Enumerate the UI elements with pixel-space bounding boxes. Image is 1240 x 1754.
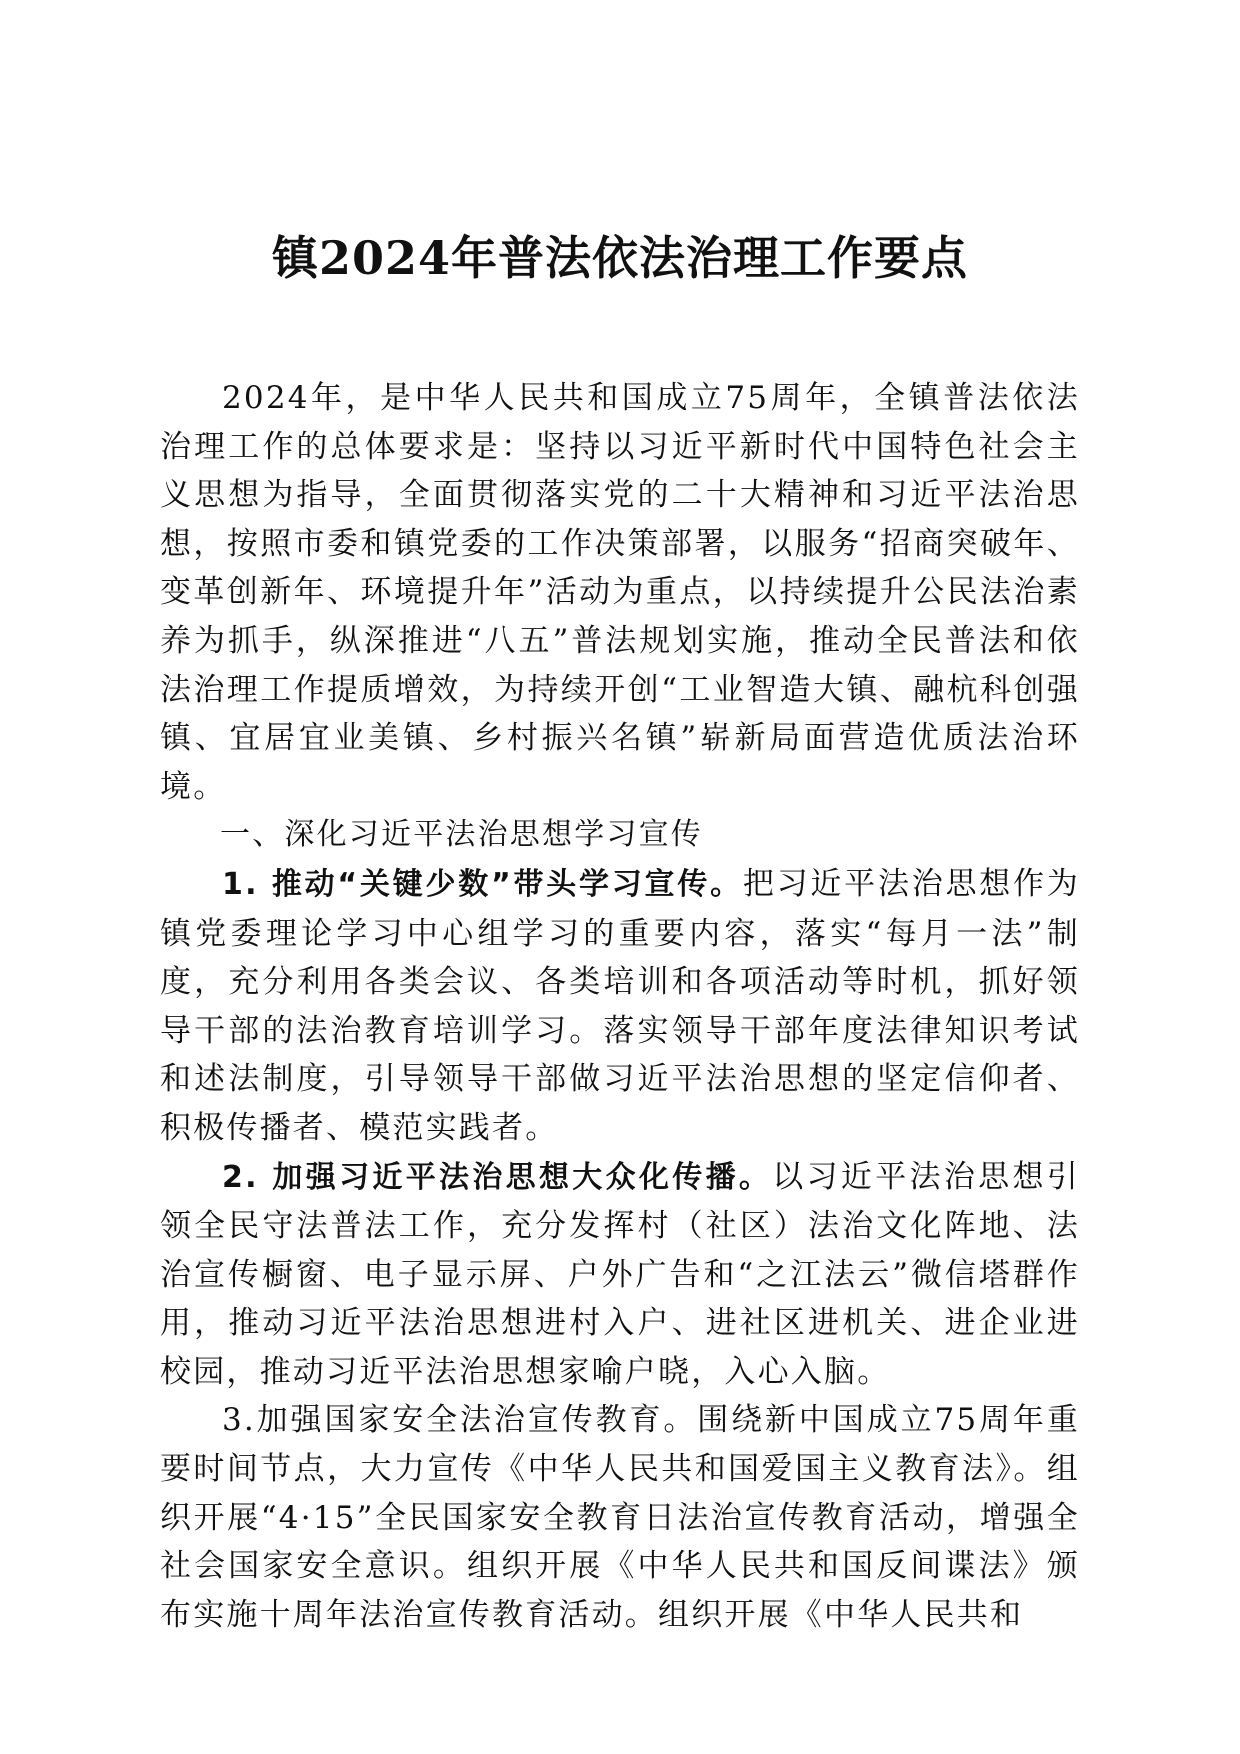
document-title: 镇2024年普法依法治理工作要点 <box>271 231 969 285</box>
item-2-lead: 2. 加强习近平法治思想大众化传播。 <box>222 1159 773 1195</box>
intro-paragraph: 2024年，是中华人民共和国成立75周年，全镇普法依法治理工作的总体要求是：坚持以习近平新时代中国特色社会主义思想为指导，全面贯彻落实党的二十大精神和习近平法治思想，按照市委和镇党委的工作决策部署，以服务“招商突破年、变革创新年、环境提升年”活动为重点，以持续提升公民法治素养为抓手，纵深推进“八五”普法规划实施，推动全民普法和依法治理工作提质增效，为持续开创“工业智造大镇、融杭科创强镇、宜居宜业美镇、乡村振兴名镇”崭新局面营造优质法治环境。 <box>160 380 1080 805</box>
item-paragraph-2 <box>160 1153 1080 1397</box>
item-1-text: 把习近平法治思想作为镇党委理论学习中心组学习的重要内容，落实“每月一法”制度，充分利用各类会议、各类培训和各项活动等时机，抓好领导干部的法治教育培训学习。落实领导干部年度法律知识考试和述法制度，引导领导干部做习近平法治思想的坚定信仰者、积极传播者、模范实践者。 <box>160 865 1081 1146</box>
item-paragraph-1 <box>160 860 1080 1153</box>
section-heading: 一、深化习近平法治思想学习宣传 <box>220 817 703 853</box>
item-2-text: 以习近平法治思想引领全民守法普法工作，充分发挥村（社区）法治文化阵地、法治宣传橱窗、电子显示屏、户外广告和“之江法云”微信塔群作用，推动习近平法治思想进村入户、进社区进机关、进企业进校园，推动习近平法治思想家喻户晓，入心入脑。 <box>160 1158 1080 1390</box>
item-1-lead: 1. 推动“关键少数”带头学习宣传。 <box>222 866 743 902</box>
document-body <box>160 374 1080 1639</box>
item-paragraph-3: 3.加强国家安全法治宣传教育。围绕新中国成立75周年重要时间节点，大力宣传《中华人民共和国爱国主义教育法》。组织开展“4·15”全民国家安全教育日法治宣传教育活动，增强全社会国家安全意识。组织开展《中华人民共和国反间谍法》颁布实施十周年法治宣传教育活动。组织开展《中华人民共和 <box>160 1402 1080 1633</box>
